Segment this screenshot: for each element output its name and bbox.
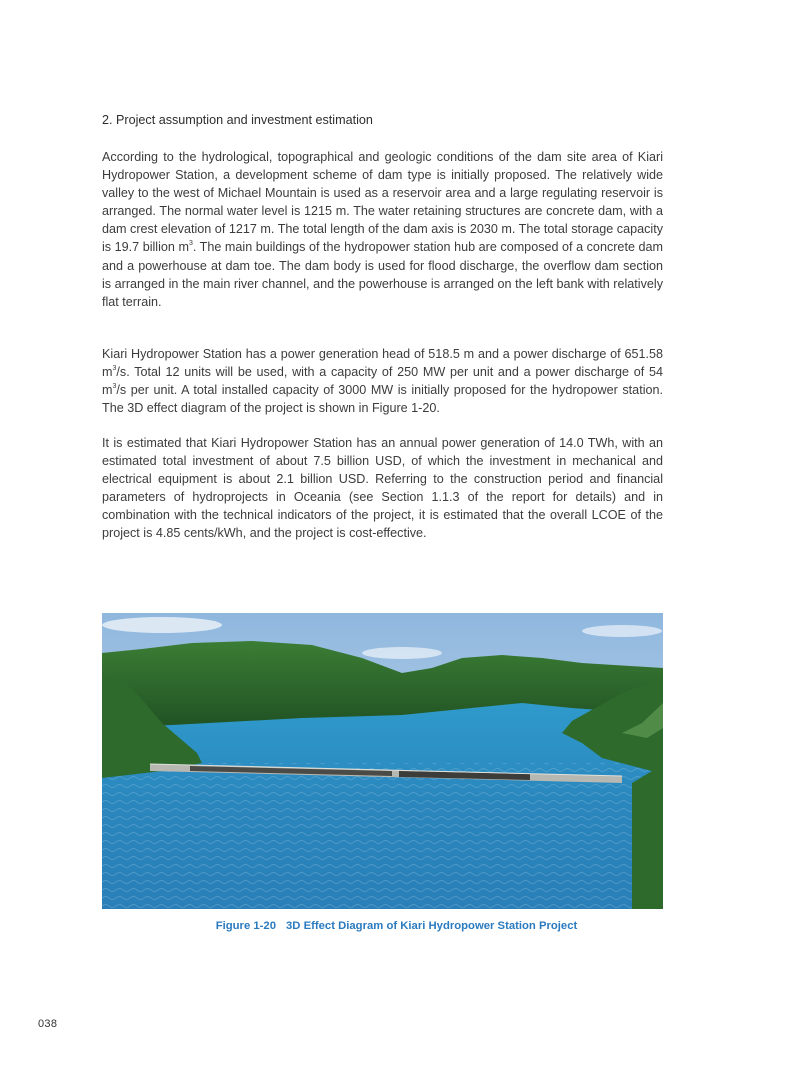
paragraph-dam-design [102, 148, 663, 311]
superscript: 3 [188, 240, 193, 248]
superscript: 3 [112, 383, 117, 390]
cloud [582, 625, 662, 637]
paragraph-text: /s. Total 12 units will be used, with a capacity of 250 MW per unit and a power discharge of 54 m [102, 365, 663, 398]
water-ripples [102, 763, 663, 909]
paragraph-investment: It is estimated that Kiari Hydropower Station has an annual power generation of 14.0 TWh, with an estimated total investment of about 7.5 billion USD, of which the investment in mechanical and electrical equipment is about 2.1 billion USD. Referring to the construction period and financial parameters of hydroprojects in Oceania (see Section 1.1.3 of the report for details) and in combination with the technical indicators of the project, it is estimated that the overall LCOE of the project is 4.85 cents/kWh, and the project is cost-effective. [102, 436, 663, 541]
dam-3d-rendering [102, 613, 663, 909]
paragraph-text: Kiari Hydropower Station has a power generation head of 518.5 m and a power discharge of 651.58 m [102, 347, 663, 380]
paragraph-power-generation [102, 345, 663, 417]
section-heading: 2. Project assumption and investment estimation [102, 113, 373, 127]
figure-caption [0, 920, 793, 932]
superscript: 3 [112, 364, 117, 372]
dam-3d-rendering-image [102, 613, 663, 909]
cloud [362, 647, 442, 659]
figure-title: 3D Effect Diagram of Kiari Hydropower Station Project [286, 920, 578, 932]
paragraph-text: According to the hydrological, topographical and geologic conditions of the dam site area of Kiari Hydropower Station, a development scheme of dam type is initially proposed. The relatively wide valley to the west of Michael Mountain is used as a reservoir area and a large regulating reservoir is arranged. The normal water level is 1215 m. The water retaining structures are concrete dam, with a dam crest elevation of 1217 m. The total length of the dam axis is 2030 m. The total storage capacity is 19.7 billion m [102, 150, 663, 255]
paragraph-text: . The main buildings of the hydropower station hub are composed of a concrete dam and a powerhouse at dam toe. The dam body is used for flood discharge, the overflow dam section is arranged in the main river channel, and the powerhouse is arranged on the left bank with relatively flat terrain. [102, 240, 663, 309]
cloud [102, 617, 222, 633]
figure-number: Figure 1-20 [215, 920, 276, 932]
paragraph-text: /s per unit. A total installed capacity of 3000 MW is initially proposed for the hydropower station. The 3D effect diagram of the project is shown in Figure 1-20. [102, 383, 663, 416]
page-number: 038 [38, 1018, 58, 1030]
